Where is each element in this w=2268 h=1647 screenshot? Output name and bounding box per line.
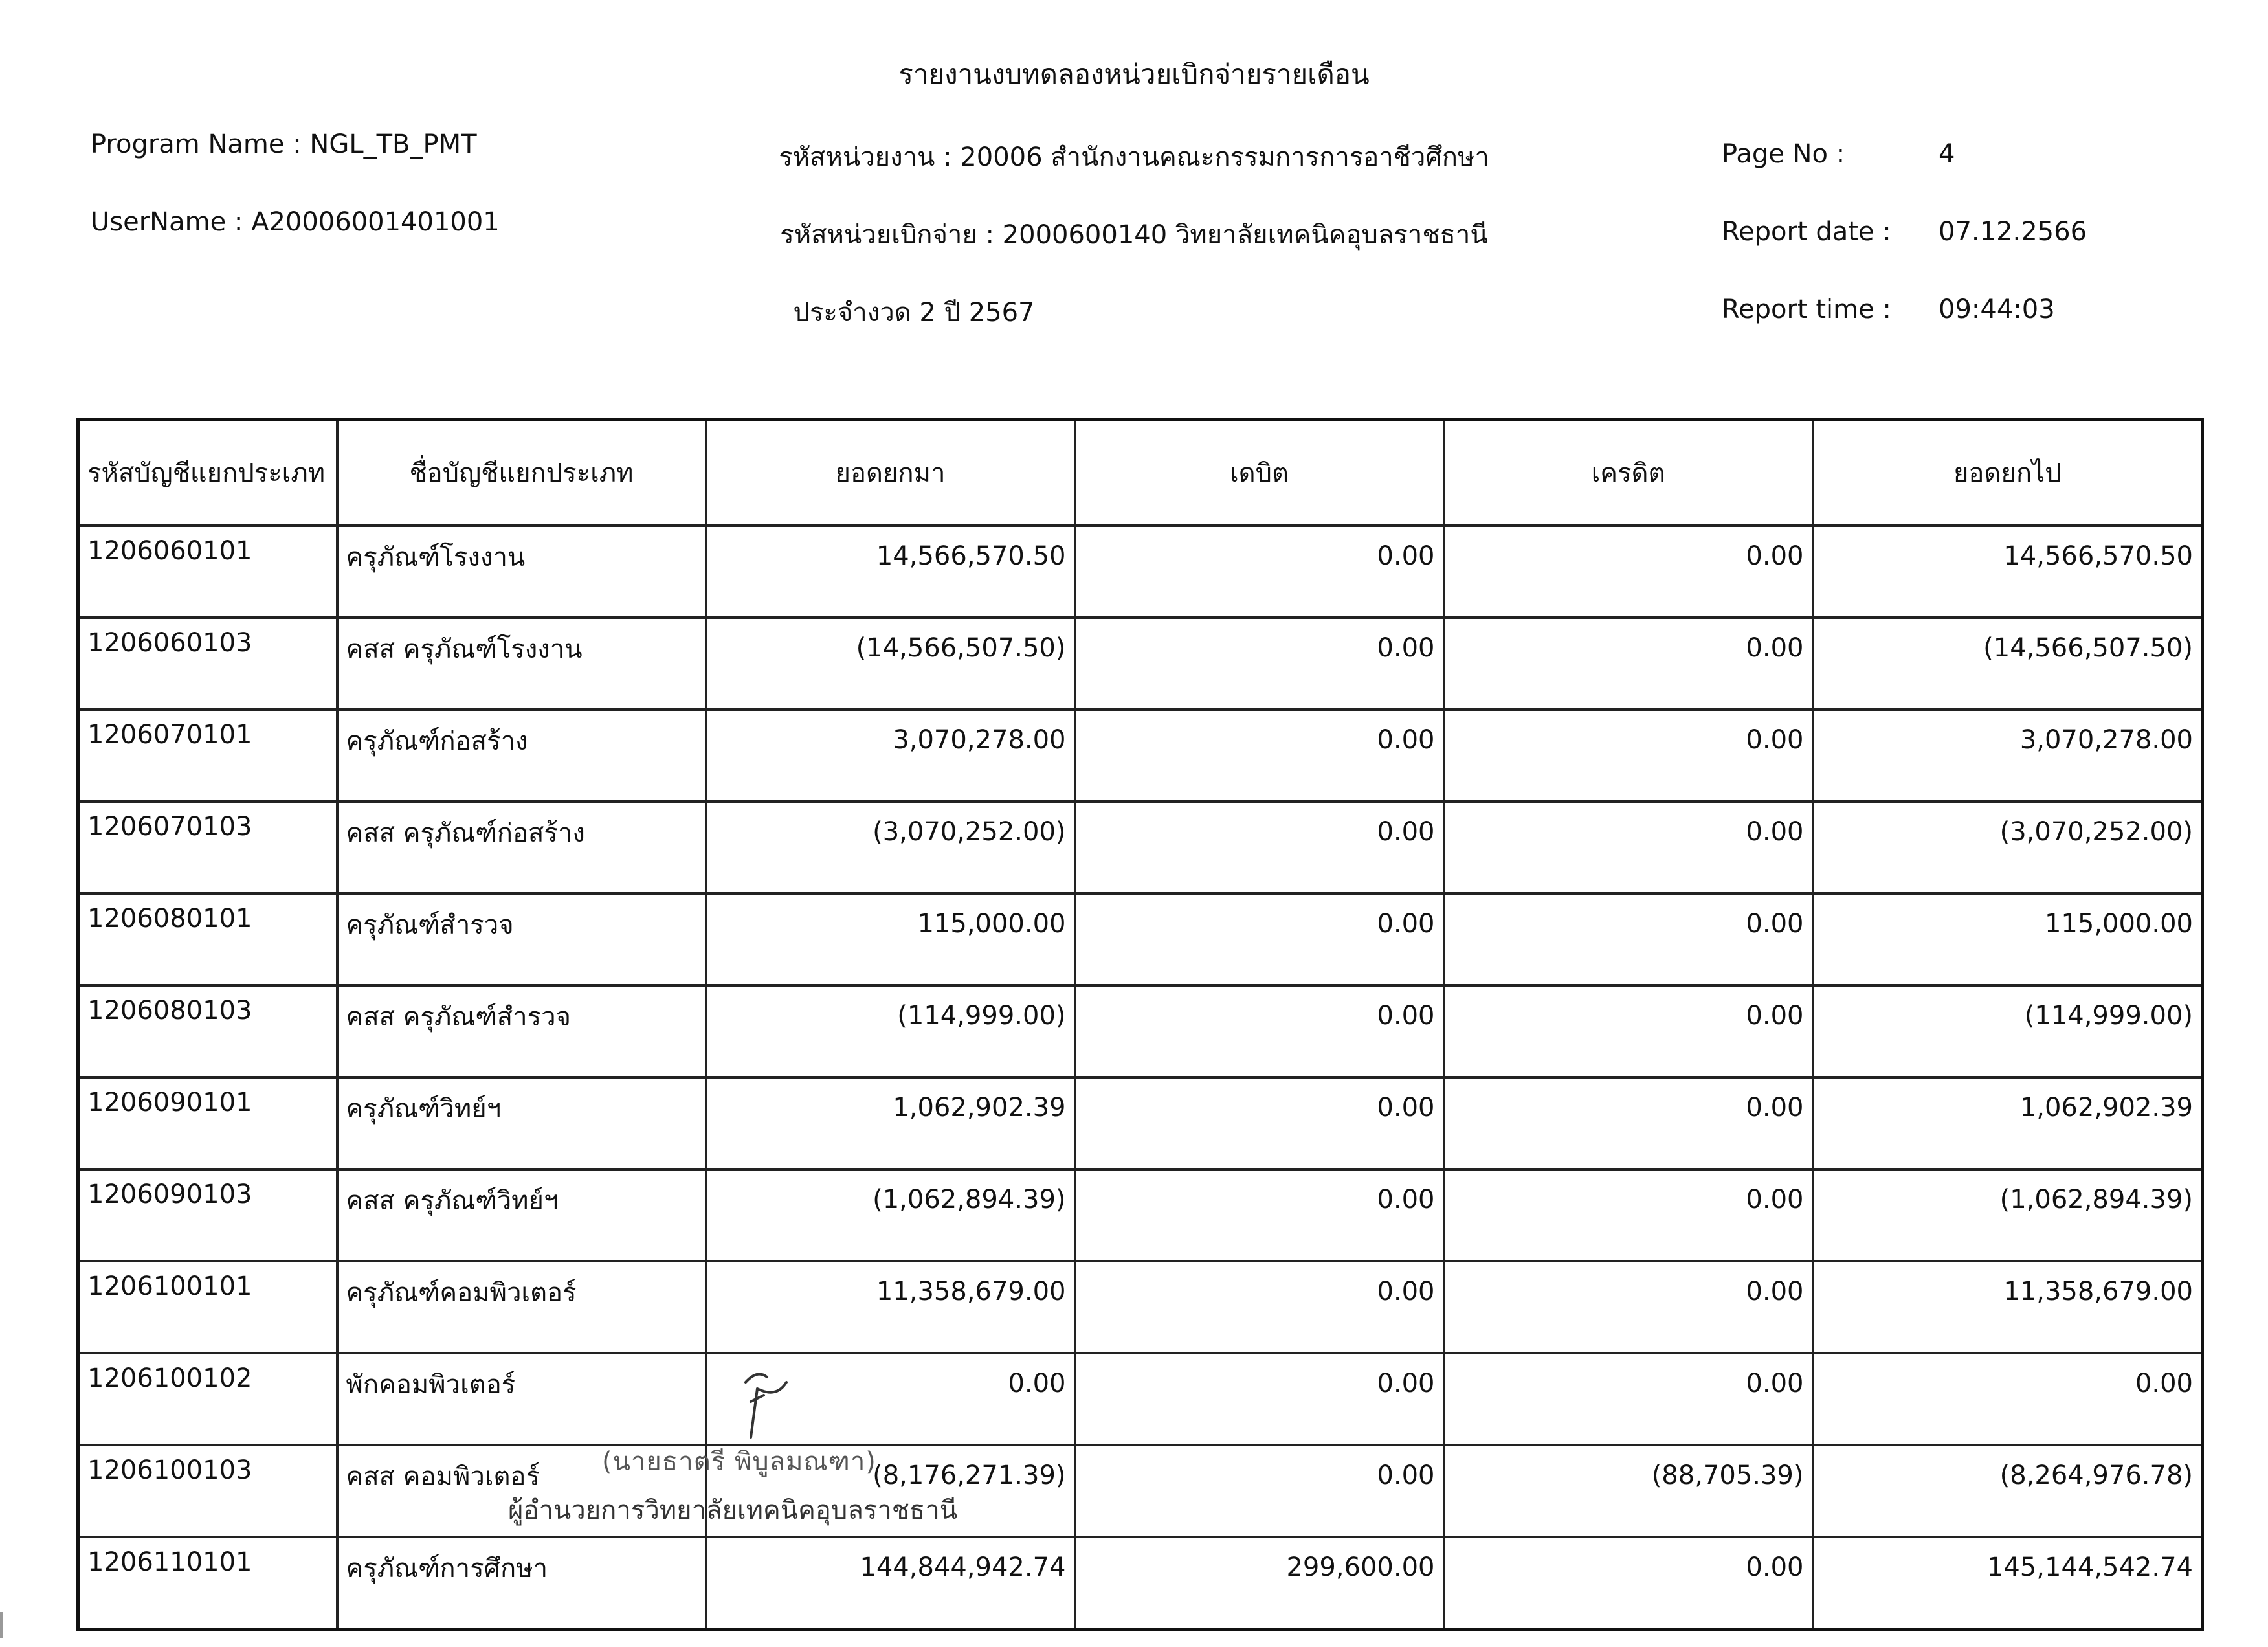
page-no-label: Page No : [1722, 139, 1845, 169]
brought-forward: 0.00 [706, 1353, 1075, 1445]
table-row [78, 801, 2203, 893]
credit: 0.00 [1444, 1169, 1813, 1261]
account-code: 1206090103 [78, 1169, 337, 1261]
account-name: ครุภัณฑ์วิทย์ฯ [337, 1077, 706, 1169]
report-date-value: 07.12.2566 [1939, 217, 2087, 247]
brought-forward: 1,062,902.39 [706, 1077, 1075, 1169]
debit: 0.00 [1075, 1169, 1444, 1261]
account-code: 1206090101 [78, 1077, 337, 1169]
credit: 0.00 [1444, 618, 1813, 710]
period: ประจำงวด 2 ปี 2567 [793, 298, 1035, 328]
account-code: 1206100103 [78, 1445, 337, 1537]
table-header-row [78, 420, 2203, 526]
col-header-credit: เครดิต [1444, 420, 1813, 526]
brought-forward: (114,999.00) [706, 985, 1075, 1077]
col-header-account-code: รหัสบัญชีแยกประเภท [78, 420, 337, 526]
debit: 0.00 [1075, 985, 1444, 1077]
account-code: 1206060101 [78, 526, 337, 618]
username: UserName : A20006001401001 [91, 207, 500, 237]
brought-forward: (14,566,507.50) [706, 618, 1075, 710]
account-name: ครุภัณฑ์สำรวจ [337, 893, 706, 985]
agency-line [0, 136, 2268, 177]
table-row [78, 1169, 2203, 1261]
carried-forward: 115,000.00 [1813, 893, 2203, 985]
carried-forward: (1,062,894.39) [1813, 1169, 2203, 1261]
account-name: พักคอมพิวเตอร์ [337, 1353, 706, 1445]
account-name: ครุภัณฑ์การศึกษา [337, 1537, 706, 1630]
credit: 0.00 [1444, 710, 1813, 801]
debit: 0.00 [1075, 526, 1444, 618]
account-code: 1206070101 [78, 710, 337, 801]
account-code: 1206080101 [78, 893, 337, 985]
table-row [78, 710, 2203, 801]
col-header-account-name: ชื่อบัญชีแยกประเภท [337, 420, 706, 526]
table-row [78, 1537, 2203, 1630]
brought-forward: 115,000.00 [706, 893, 1075, 985]
carried-forward: (3,070,252.00) [1813, 801, 2203, 893]
account-name: ครุภัณฑ์ก่อสร้าง [337, 710, 706, 801]
col-header-brought-forward: ยอดยกมา [706, 420, 1075, 526]
report-title: รายงานงบทดลองหน่วยเบิกจ่ายรายเดือน [898, 58, 1370, 90]
handwritten-signature-icon [731, 1363, 790, 1440]
disbursing-unit-code: รหัสหน่วยเบิกจ่าย : 2000600140 วิทยาลัยเทคนิคอุบลราชธานี [780, 220, 1488, 250]
brought-forward: 14,566,570.50 [706, 526, 1075, 618]
brought-forward: (3,070,252.00) [706, 801, 1075, 893]
account-name: คสส ครุภัณฑ์ก่อสร้าง [337, 801, 706, 893]
signatory-title: ผู้อำนวยการวิทยาลัยเทคนิคอุบลราชธานี [508, 1496, 958, 1525]
col-header-carried-forward: ยอดยกไป [1813, 420, 2203, 526]
account-name: ครุภัณฑ์คอมพิวเตอร์ [337, 1261, 706, 1353]
agency-code: รหัสหน่วยงาน : 20006 สำนักงานคณะกรรมการการอาชีวศึกษา [779, 142, 1489, 172]
brought-forward: 144,844,942.74 [706, 1537, 1075, 1630]
report-date-label: Report date : [1722, 217, 1891, 247]
account-name: คสส ครุภัณฑ์สำรวจ [337, 985, 706, 1077]
carried-forward: 0.00 [1813, 1353, 2203, 1445]
signatory-name: (นายธาตรี พิบูลมณฑา) [602, 1447, 876, 1477]
credit: 0.00 [1444, 985, 1813, 1077]
account-name: ครุภัณฑ์โรงงาน [337, 526, 706, 618]
disbursing-unit-line [0, 214, 2268, 255]
brought-forward: 11,358,679.00 [706, 1261, 1075, 1353]
table-row [78, 1077, 2203, 1169]
table-row [78, 526, 2203, 618]
account-code: 1206110101 [78, 1537, 337, 1630]
credit: 0.00 [1444, 1537, 1813, 1630]
brought-forward: (8,176,271.39) [706, 1445, 1075, 1537]
table-row [78, 1353, 2203, 1445]
table-row [78, 618, 2203, 710]
program-name: Program Name : NGL_TB_PMT [91, 129, 477, 159]
trial-balance-table [76, 418, 2204, 1631]
debit: 0.00 [1075, 1077, 1444, 1169]
table-row [78, 985, 2203, 1077]
scan-margin-mark [0, 1612, 3, 1638]
col-header-debit: เดบิต [1075, 420, 1444, 526]
credit: 0.00 [1444, 801, 1813, 893]
brought-forward: (1,062,894.39) [706, 1169, 1075, 1261]
carried-forward: 1,062,902.39 [1813, 1077, 2203, 1169]
debit: 0.00 [1075, 1445, 1444, 1537]
debit: 0.00 [1075, 893, 1444, 985]
carried-forward: (114,999.00) [1813, 985, 2203, 1077]
carried-forward: (8,264,976.78) [1813, 1445, 2203, 1537]
account-name: คสส ครุภัณฑ์โรงงาน [337, 618, 706, 710]
debit: 0.00 [1075, 1261, 1444, 1353]
debit: 0.00 [1075, 1353, 1444, 1445]
table-row [78, 1261, 2203, 1353]
account-code: 1206060103 [78, 618, 337, 710]
debit: 0.00 [1075, 801, 1444, 893]
page-no-value: 4 [1939, 139, 1955, 169]
credit: 0.00 [1444, 526, 1813, 618]
carried-forward: 11,358,679.00 [1813, 1261, 2203, 1353]
report-time-value: 09:44:03 [1939, 295, 2055, 324]
debit: 0.00 [1075, 618, 1444, 710]
debit: 0.00 [1075, 710, 1444, 801]
report-time-label: Report time : [1722, 295, 1891, 324]
account-code: 1206100101 [78, 1261, 337, 1353]
account-name: คสส ครุภัณฑ์วิทย์ฯ [337, 1169, 706, 1261]
carried-forward: 3,070,278.00 [1813, 710, 2203, 801]
debit: 299,600.00 [1075, 1537, 1444, 1630]
carried-forward: (14,566,507.50) [1813, 618, 2203, 710]
table-row [78, 893, 2203, 985]
carried-forward: 14,566,570.50 [1813, 526, 2203, 618]
account-code: 1206080103 [78, 985, 337, 1077]
account-name: คสส คอมพิวเตอร์ [337, 1445, 706, 1537]
credit: 0.00 [1444, 1353, 1813, 1445]
credit: 0.00 [1444, 1261, 1813, 1353]
brought-forward: 3,070,278.00 [706, 710, 1075, 801]
account-code: 1206070103 [78, 801, 337, 893]
table-row [78, 1445, 2203, 1537]
account-code: 1206100102 [78, 1353, 337, 1445]
credit: 0.00 [1444, 893, 1813, 985]
carried-forward: 145,144,542.74 [1813, 1537, 2203, 1630]
credit: 0.00 [1444, 1077, 1813, 1169]
credit: (88,705.39) [1444, 1445, 1813, 1537]
